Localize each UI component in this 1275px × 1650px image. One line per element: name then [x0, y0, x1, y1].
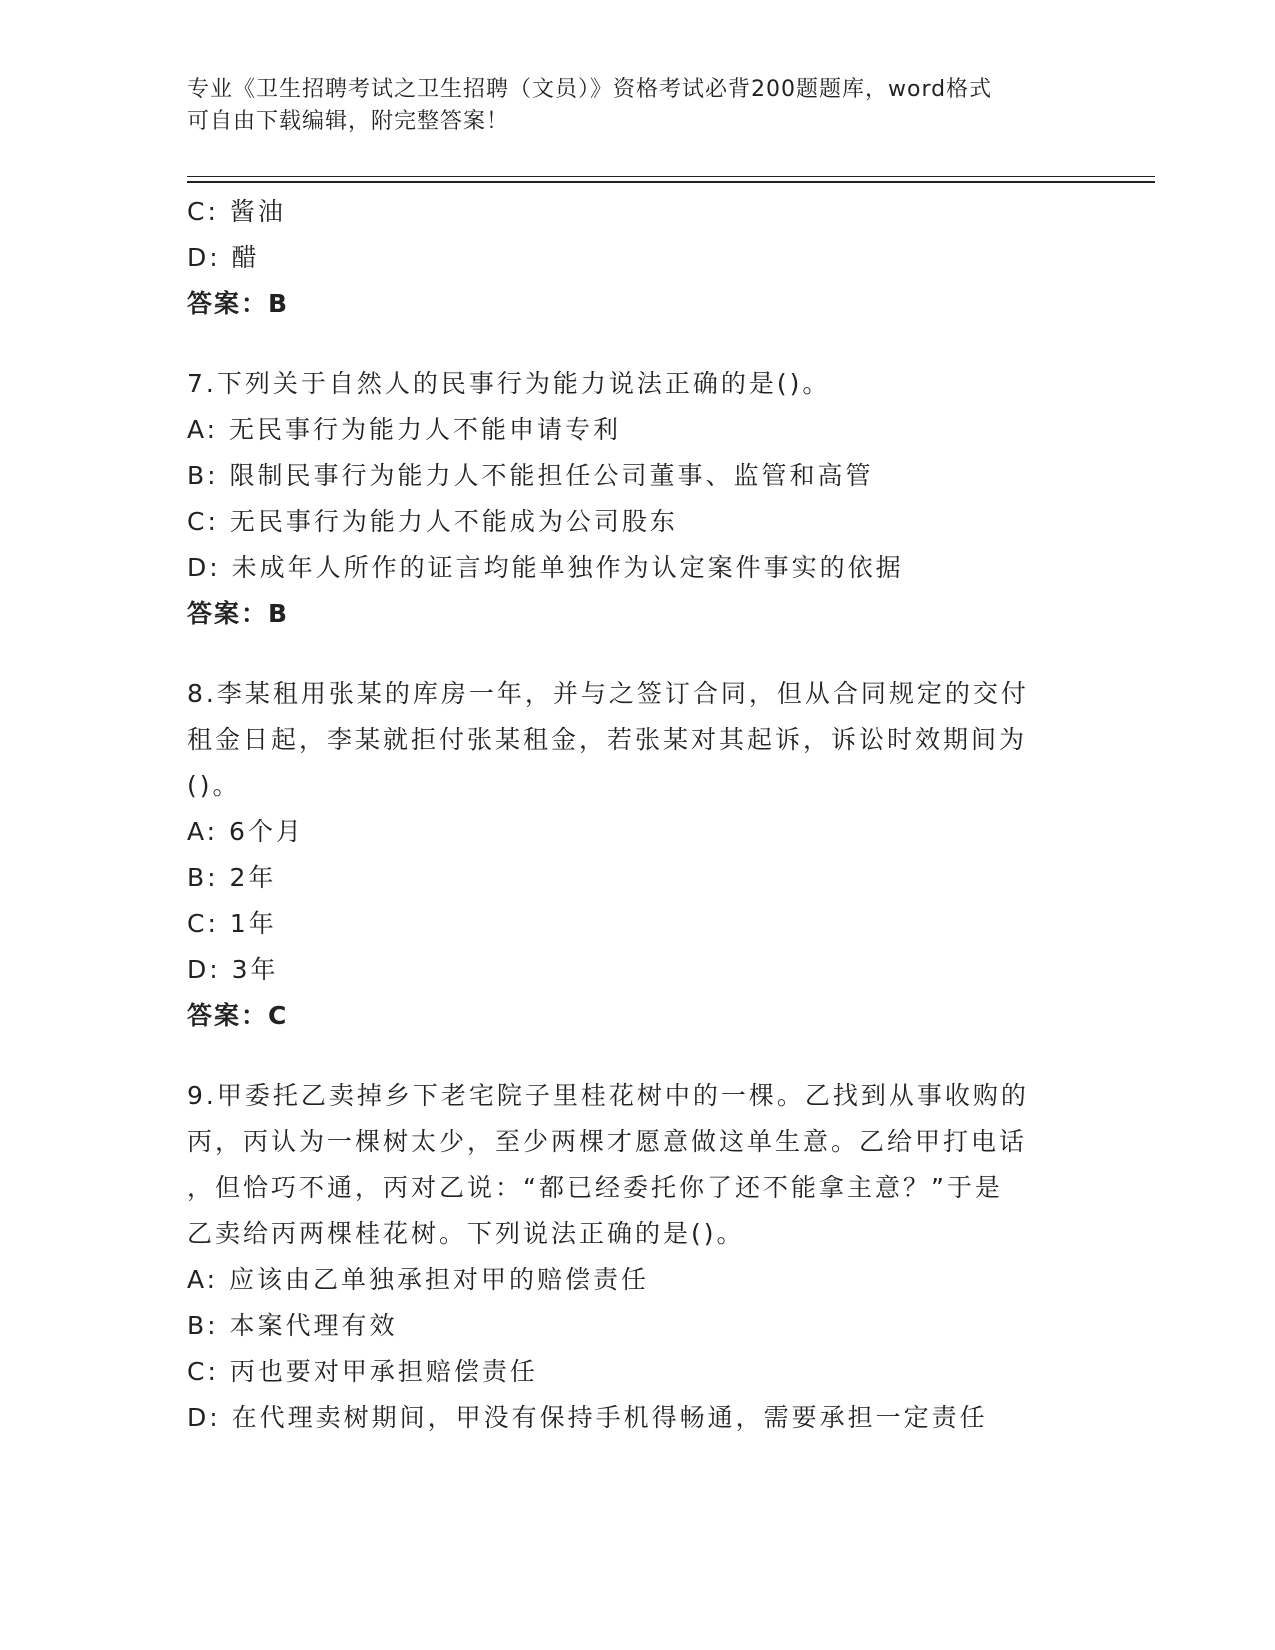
- option-a: A: 应该由乙单独承担对甲的赔偿责任: [187, 1265, 650, 1294]
- option-b: B: 2年: [187, 863, 277, 892]
- option-d: D: 未成年人所作的证言均能单独作为认定案件事实的依据: [187, 553, 904, 582]
- question-7: [187, 361, 1067, 637]
- question-text-line: ，但恰巧不通，丙对乙说：“都已经委托你了还不能拿主意？”于是: [187, 1173, 1003, 1202]
- option-c: C: 酱油: [187, 197, 286, 226]
- header-line-2: 可自由下载编辑，附完整答案！: [187, 109, 510, 134]
- partial-question: [187, 189, 1067, 327]
- header-rule-thin: [187, 176, 1155, 177]
- option-c: C: 1年: [187, 909, 277, 938]
- question-text-line: 乙卖给丙两棵桂花树。下列说法正确的是()。: [187, 1219, 745, 1248]
- option-d: D: 在代理卖树期间，甲没有保持手机得畅通，需要承担一定责任: [187, 1403, 988, 1432]
- document-header: [187, 74, 1067, 138]
- question-8: [187, 671, 1067, 1039]
- option-a: A: 6个月: [187, 817, 304, 846]
- option-c: C: 无民事行为能力人不能成为公司股东: [187, 507, 678, 536]
- answer-line: 答案：C: [187, 1001, 289, 1030]
- question-text-line: 租金日起，李某就拒付张某租金，若张某对其起诉，诉讼时效期间为: [187, 725, 1028, 754]
- header-rule-thick: [187, 181, 1155, 183]
- question-9: [187, 1073, 1067, 1441]
- answer-line: 答案：B: [187, 289, 290, 318]
- option-c: C: 丙也要对甲承担赔偿责任: [187, 1357, 538, 1386]
- question-text-line: 9.甲委托乙卖掉乡下老宅院子里桂花树中的一棵。乙找到从事收购的: [187, 1081, 1029, 1110]
- option-d: D: 3年: [187, 955, 279, 984]
- option-b: B: 限制民事行为能力人不能担任公司董事、监管和高管: [187, 461, 874, 490]
- question-list: [187, 189, 1067, 1475]
- question-text: 7.下列关于自然人的民事行为能力说法正确的是()。: [187, 369, 831, 398]
- answer-line: 答案：B: [187, 599, 290, 628]
- option-b: B: 本案代理有效: [187, 1311, 398, 1340]
- option-d: D: 醋: [187, 243, 260, 272]
- question-text-line: 8.李某租用张某的库房一年，并与之签订合同，但从合同规定的交付: [187, 679, 1029, 708]
- question-text-line: ()。: [187, 771, 241, 800]
- question-text-line: 丙，丙认为一棵树太少，至少两棵才愿意做这单生意。乙给甲打电话: [187, 1127, 1028, 1156]
- option-a: A: 无民事行为能力人不能申请专利: [187, 415, 622, 444]
- header-line-1: 专业《卫生招聘考试之卫生招聘（文员）》资格考试必背200题题库，word格式: [187, 77, 993, 102]
